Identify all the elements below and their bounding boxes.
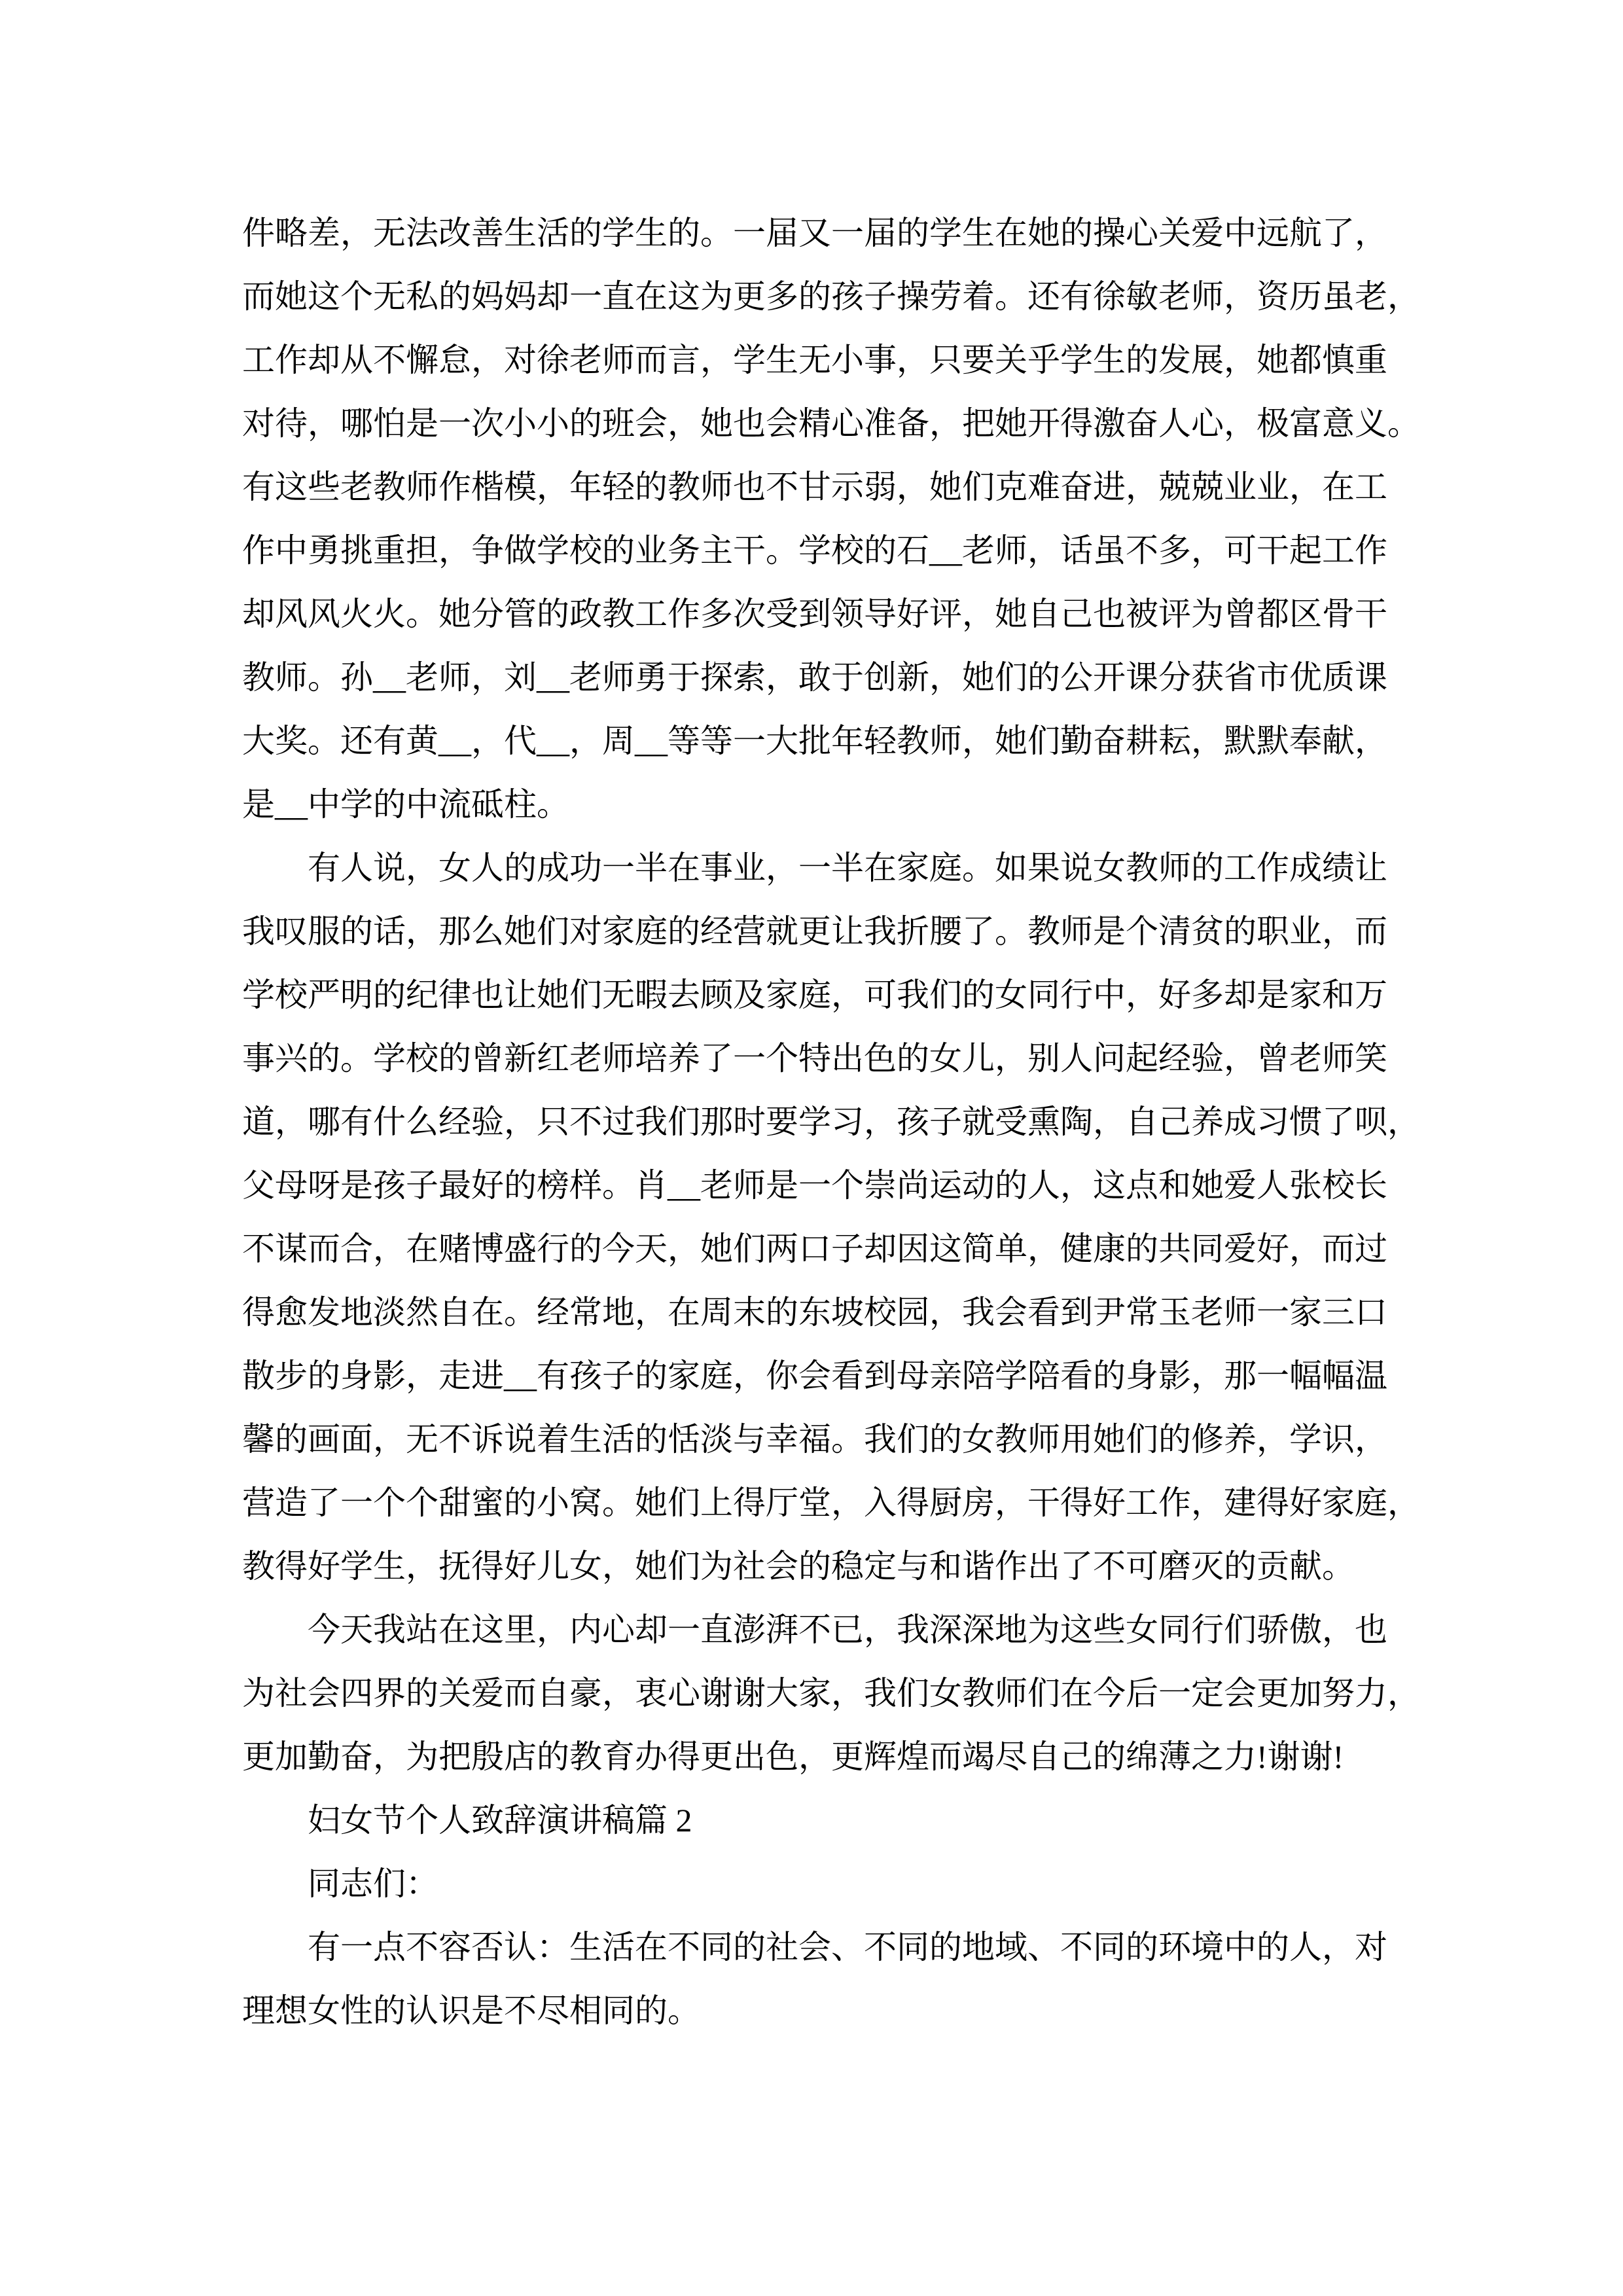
text-line: 事兴的。学校的曾新红老师培养了一个特出色的女儿，别人问起经验，曾老师笑: [242, 1040, 1387, 1077]
text-line: 工作却从不懈怠，对徐老师而言，学生无小事，只要关乎学生的发展，她都慎重: [242, 342, 1387, 378]
text-line: 同志们：: [308, 1865, 438, 1902]
text-line: 有这些老教师作楷模，年轻的教师也不甘示弱，她们克难奋进，兢兢业业，在工: [242, 469, 1387, 505]
text-line: 妇女节个人致辞演讲稿篇 2: [308, 1802, 692, 1839]
text-line: 学校严明的纪律也让她们无暇去顾及家庭，可我们的女同行中，好多却是家和万: [242, 977, 1387, 1013]
text-line: 而她这个无私的妈妈却一直在这为更多的孩子操劳着。还有徐敏老师，资历虽老，: [242, 278, 1420, 315]
text-line: 不谋而合，在赌博盛行的今天，她们两口子却因这简单，健康的共同爱好，而过: [242, 1230, 1387, 1267]
text-line: 对待，哪怕是一次小小的班会，她也会精心准备，把她开得激奋人心，极富意义。: [242, 405, 1420, 442]
text-line: 散步的身影，走进__有孩子的家庭，你会看到母亲陪学陪看的身影，那一幅幅温: [242, 1357, 1387, 1394]
text-line: 为社会四界的关爱而自豪，衷心谢谢大家，我们女教师们在今后一定会更加努力，: [242, 1675, 1420, 1712]
text-line: 教师。孙__老师，刘__老师勇于探索，敢于创新，她们的公开课分获省市优质课: [242, 659, 1387, 696]
text-line: 更加勤奋，为把殷店的教育办得更出色，更辉煌而竭尽自己的绵薄之力!谢谢!: [242, 1738, 1344, 1775]
text-line: 作中勇挑重担，争做学校的业务主干。学校的石__老师，话虽不多，可干起工作: [242, 532, 1387, 569]
text-line: 道，哪有什么经验，只不过我们那时要学习，孩子就受熏陶，自己养成习惯了呗，: [242, 1103, 1420, 1140]
text-line: 教得好学生，抚得好儿女，她们为社会的稳定与和谐作出了不可磨灭的贡献。: [242, 1548, 1355, 1585]
text-line: 却风风火火。她分管的政教工作多次受到领导好评，她自己也被评为曾都区骨干: [242, 596, 1387, 632]
text-line: 我叹服的话，那么她们对家庭的经营就更让我折腰了。教师是个清贫的职业，而: [242, 913, 1387, 950]
text-line: 营造了一个个甜蜜的小窝。她们上得厅堂，入得厨房，干得好工作，建得好家庭，: [242, 1484, 1420, 1521]
text-line: 得愈发地淡然自在。经常地，在周末的东坡校园，我会看到尹常玉老师一家三口: [242, 1294, 1387, 1331]
document-text-block: [242, 202, 1427, 2043]
text-line: 有人说，女人的成功一半在事业，一半在家庭。如果说女教师的工作成绩让: [308, 850, 1387, 886]
text-line: 是__中学的中流砥柱。: [242, 786, 569, 823]
text-line: 馨的画面，无不诉说着生活的恬淡与幸福。我们的女教师用她们的修养，学识，: [242, 1421, 1387, 1458]
text-line: 件略差，无法改善生活的学生的。一届又一届的学生在她的操心关爱中远航了，: [242, 215, 1387, 251]
text-line: 今天我站在这里，内心却一直澎湃不已，我深深地为这些女同行们骄傲，也: [308, 1611, 1387, 1648]
text-line: 理想女性的认识是不尽相同的。: [242, 1992, 700, 2029]
text-line: 大奖。还有黄__，代__，周__等等一大批年轻教师，她们勤奋耕耘，默默奉献，: [242, 723, 1387, 759]
text-line: 父母呀是孩子最好的榜样。肖__老师是一个崇尚运动的人，这点和她爱人张校长: [242, 1167, 1387, 1204]
text-line: 有一点不容否认：生活在不同的社会、不同的地域、不同的环境中的人，对: [308, 1929, 1387, 1965]
